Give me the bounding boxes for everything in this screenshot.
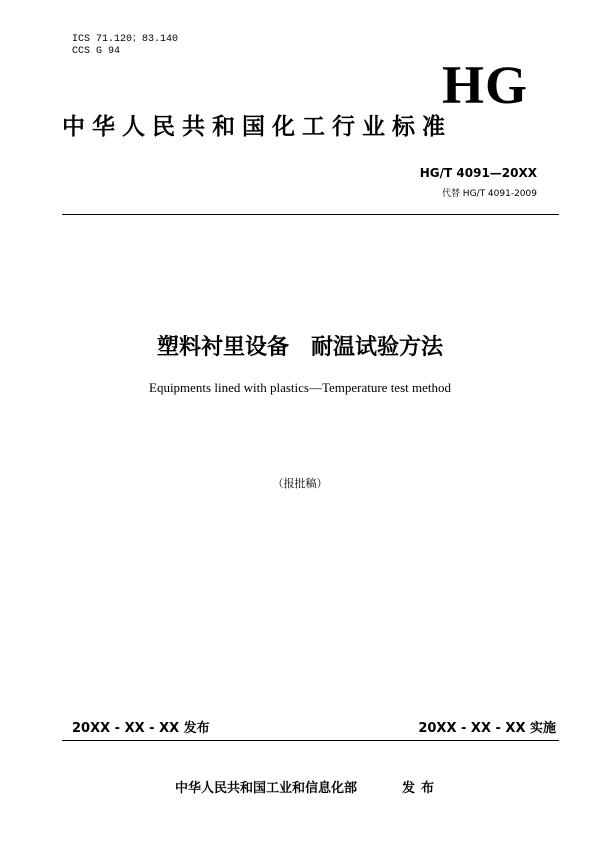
top-divider [62,214,559,215]
issue-label: 发布 [402,781,441,796]
ics-classification: ICS 71.120；83.140 [72,34,179,45]
bottom-divider [62,740,559,741]
standard-type-heading: 中华人民共和国化工行业标准 [62,114,452,140]
english-title: Equipments lined with plastics—Temperature test method [149,380,451,395]
implementation-date: 20XX - XX - XX 实施 [418,721,556,736]
standard-number: HG/T 4091—20XX [419,166,537,180]
issuing-authority: 中华人民共和国工业和信息化部 [175,781,358,796]
draft-status: （报批稿） [272,477,328,490]
hg-logo: HG [441,55,528,115]
chinese-title-part2: 耐温试验方法 [311,335,444,360]
issue-date: 20XX - XX - XX 发布 [72,721,210,736]
ccs-classification: CCS G 94 [72,46,121,57]
replaces-standard: 代替 HG/T 4091-2009 [441,189,537,199]
chinese-title-part1: 塑料衬里设备 [156,335,289,360]
chinese-title [0,330,600,361]
